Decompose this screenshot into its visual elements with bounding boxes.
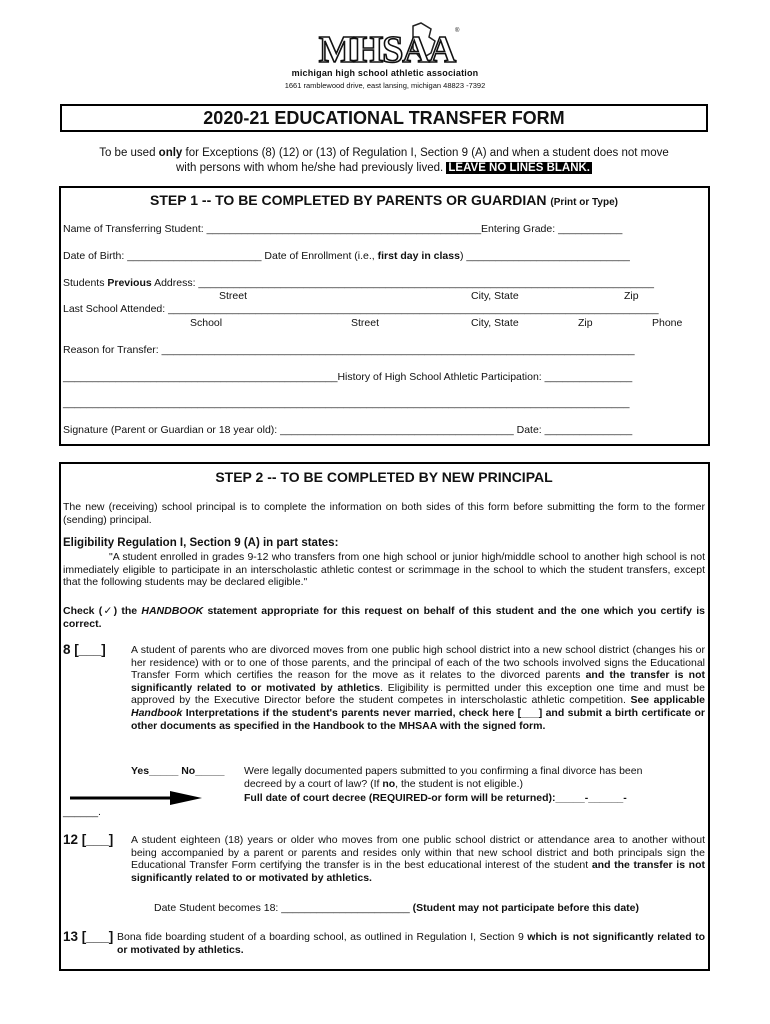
item8-checkbox[interactable]: 8 [___]	[63, 642, 106, 657]
ls-zip-label: Zip	[578, 317, 593, 329]
leave-no-lines-blank: LEAVE NO LINES BLANK.	[448, 162, 591, 174]
date-becomes-18-field[interactable]: Date Student becomes 18: ______________________ (Student may not participate before this date)	[154, 902, 640, 914]
court-decree-date-field[interactable]: Full date of court decree (REQUIRED-or form will be returned):_____-______-	[244, 792, 627, 804]
step1-title: STEP 1 -- TO BE COMPLETED BY PARENTS OR GUARDIAN (Print or Type)	[150, 192, 618, 208]
logo-text: MHSAA	[318, 29, 456, 71]
ls-street-label: Street	[351, 317, 380, 329]
court-decree-tail: ______.	[63, 806, 101, 818]
check-mark-icon: ✓	[102, 605, 114, 617]
last-school-field[interactable]: Last School Attended: ____________________________________________________________________________________	[63, 303, 659, 315]
check-instruction: Check (✓) the HANDBOOK statement appropriate for this request on behalf of this student and the one which you certify is correct.	[63, 605, 705, 630]
mhsaa-logo	[295, 22, 475, 72]
item13-text: Bona fide boarding student of a boarding school, as outlined in Regulation I, Section 9 which is not significantly related to or motivated by athletics.	[117, 931, 705, 956]
organization-address: 1661 ramblewood drive, east lansing, michigan 48823 -7392	[284, 81, 486, 90]
reason-field[interactable]: Reason for Transfer: _________________________________________________________________________________	[63, 344, 635, 356]
previous-address-field[interactable]: Students Previous Address: ______________________________________________________________________________	[63, 277, 654, 289]
history-field[interactable]: _______________________________________________History of High School Athletic Participation: _______________	[63, 371, 633, 383]
step2-title: STEP 2 -- TO BE COMPLETED BY NEW PRINCIPAL	[215, 469, 553, 485]
item13-checkbox[interactable]: 13 [___]	[63, 929, 114, 944]
arrow-right-icon	[70, 791, 202, 805]
eligibility-quote: "A student enrolled in grades 9-12 who transfers from one high school or junior high/middle school to another high school is not immediately eligible to participate in an interscholastic athletic contest or scrimmage in the school to which the student transfers, except that the following students may be declared eligible."	[63, 551, 705, 589]
student-name-field[interactable]: Name of Transferring Student: _______________________________________________Entering Grade: ___________	[63, 223, 623, 235]
organization-name: michigan high school athletic association	[291, 68, 479, 78]
item8-text: A student of parents who are divorced moves from one public high school district into a new school district (changes his or her residence) with or to one of those parents, and the principal of each of the two schools involved signs the Educational Transfer Form which certifies the reason for the move as it relates to the divorced parents and the transfer is not significantly related to or motivated by athletics. Eligibility is permitted under this exception one time and must be approved by the Executive Director before the student competes in interscholastic athletic competition. See applicable Handbook Interpretations if the student's parents never married, check here [___] and submit a birth certificate or other documents as specified in the Handbook to the MHSAA with the signed form.	[131, 644, 706, 732]
yes-no-field[interactable]: Yes_____ No_____	[131, 765, 225, 777]
date-of-birth-field[interactable]: Date of Birth: _______________________ Date of Enrollment (i.e., first day in class) ____________________________	[63, 250, 630, 262]
divorce-question-line1: Were legally documented papers submitted to you confirming a final divorce has been	[244, 765, 643, 777]
intro-text: To be used only for Exceptions (8) (12) or (13) of Regulation I, Section 9 (A) and when a student does not move with persons with whom he/she had previously lived. LEAVE NO LINES BLANK.	[99, 147, 669, 174]
eligibility-heading: Eligibility Regulation I, Section 9 (A) in part states:	[63, 537, 339, 549]
form-title: 2020-21 EDUCATIONAL TRANSFER FORM	[60, 104, 708, 132]
svg-text:®: ®	[455, 28, 460, 34]
addr-city-label: City, State	[471, 290, 519, 302]
item12-checkbox[interactable]: 12 [___]	[63, 832, 114, 847]
divorce-question-line2: decreed by a court of law? (If no, the student is not eligible.)	[244, 778, 523, 790]
addr-zip-label: Zip	[624, 290, 639, 302]
ls-city-label: City, State	[471, 317, 519, 329]
ls-school-label: School	[190, 317, 223, 329]
signature-field[interactable]: Signature (Parent or Guardian or 18 year old): ________________________________________ Date: _______________	[63, 424, 633, 436]
step2-intro: The new (receiving) school principal is to complete the information on both sides of this form before submitting the form to the former (sending) principal.	[63, 501, 705, 526]
addr-street-label: Street	[219, 290, 248, 302]
blank-line-field[interactable]: _________________________________________________________________________________________________	[63, 397, 630, 409]
ls-phone-label: Phone	[652, 317, 683, 329]
item12-text: A student eighteen (18) years or older who moves from one public school district or attendance area to another without being accompanied by a parent or parents and resides only within that new school district and both principals sign the Educational Transfer Form certifying the transfer is in the best educational interest of the student and the transfer is not significantly related to or motivated by athletics.	[131, 834, 706, 884]
